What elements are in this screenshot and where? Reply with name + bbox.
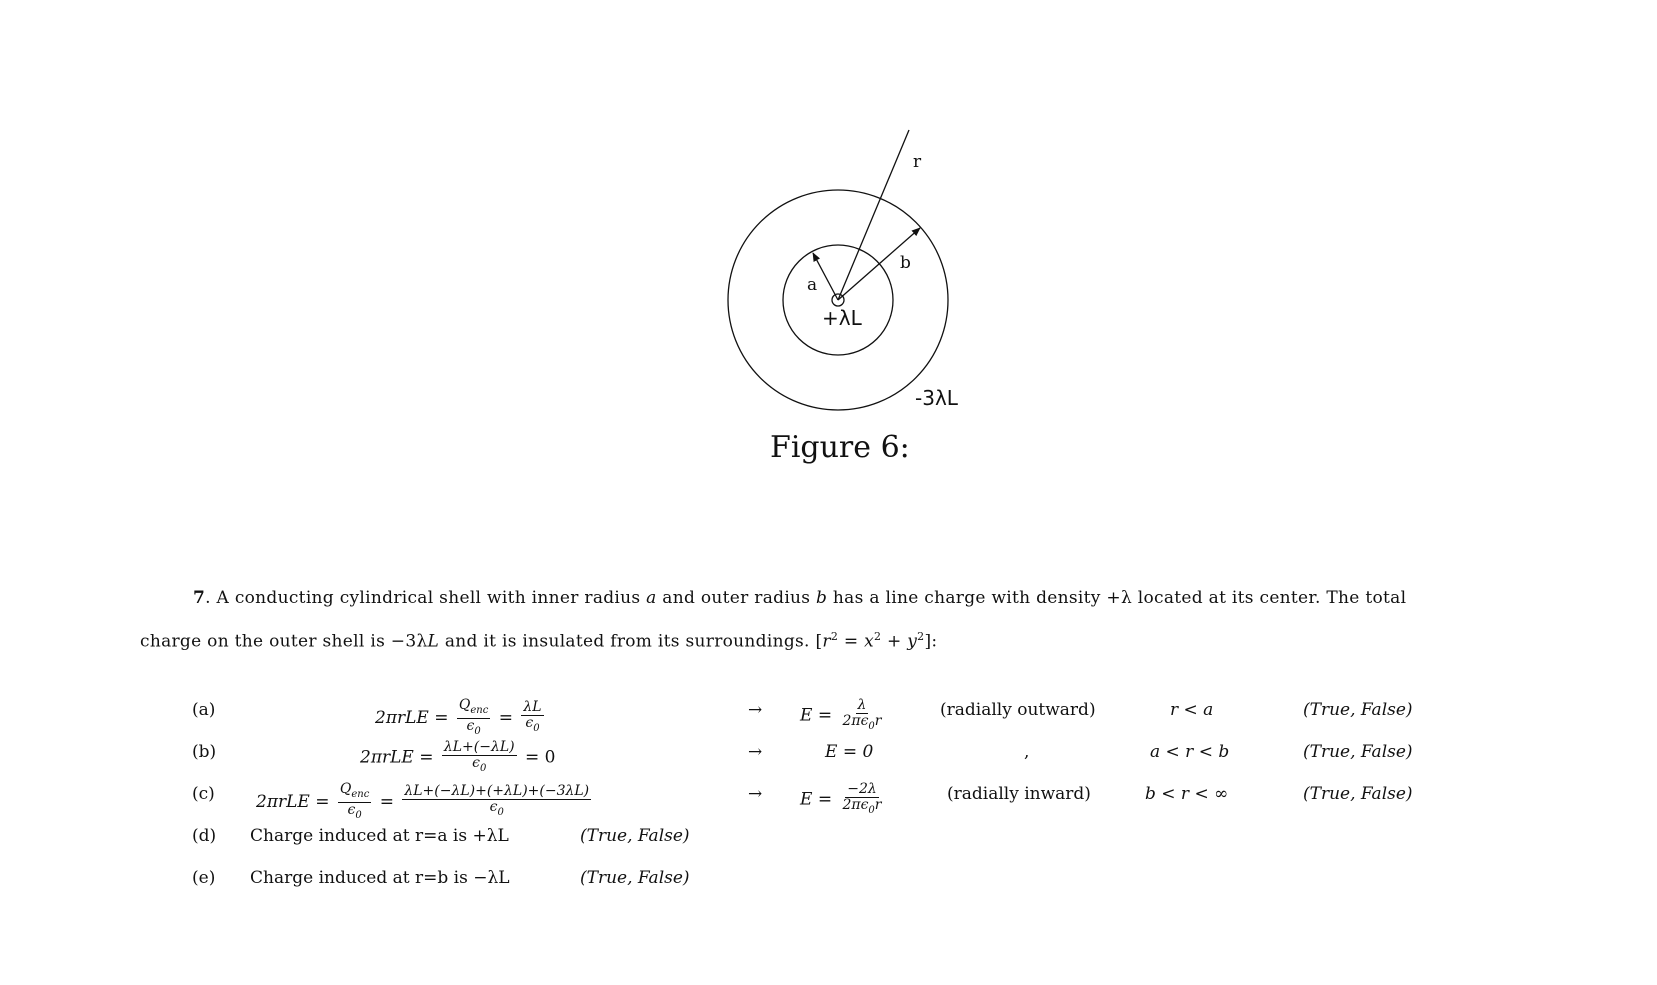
item-e [0, 868, 1657, 908]
label-b: b [900, 253, 911, 273]
fraction: $\frac{-2\lambda}{2\pi\epsilon_0r}$ [842, 781, 882, 816]
label-outer-charge: -3λL [915, 386, 958, 410]
item-label: (e) [192, 868, 216, 888]
item-label: (b) [192, 742, 217, 762]
item-label: (a) [192, 700, 216, 720]
region: b < r < ∞ [1145, 784, 1229, 804]
answer: (True, False) [1303, 742, 1413, 762]
fraction: $\frac{\lambda L}{\epsilon_0}$ [523, 699, 542, 735]
answer: (True, False) [1303, 784, 1413, 804]
direction: , [1024, 742, 1030, 762]
direction: (radially inward) [947, 784, 1091, 804]
arrow: → [748, 784, 763, 804]
problem-statement-line2: charge on the outer shell is −3λL and it is insulated from its surroundings. $[r^2 = x^2 + y^2]$: [140, 630, 938, 652]
item-label: (c) [192, 784, 215, 804]
result: E = 0 [825, 742, 874, 762]
answer: (True, False) [580, 868, 690, 888]
label-a: a [807, 275, 818, 295]
region: a < r < b [1150, 742, 1230, 762]
item-c: (c) 2πrLE = $\frac{Q_{enc}}{\epsilon_0}$ = $\frac{\lambda L+(-\lambda L)+(+\lambda L)+(-3\lambda L)}{\epsilon_0}$ → E = $\frac{-2\lambda}{2\pi\epsilon_0r}$ (radially inward) b < r < ∞ (True, False) [192, 781, 1413, 821]
statement: Charge induced at r=a is +λL [250, 826, 509, 846]
fraction: $\frac{\lambda}{2\pi\epsilon_0r}$ [842, 697, 882, 732]
fraction: $\frac{\lambda L+(-\lambda L)+(+\lambda L)+(-3\lambda L)}{\epsilon_0}$ [404, 783, 590, 819]
statement: Charge induced at r=b is −λL [250, 868, 510, 888]
problem-statement-line1: 7. A conducting cylindrical shell with inner radius a and outer radius b has a line charge with density +λ located at its center. The total [193, 588, 1407, 608]
arrow: → [748, 742, 763, 762]
label-r: r [913, 152, 922, 172]
direction: (radially outward) [940, 700, 1096, 720]
item-label: (d) [192, 826, 217, 846]
answer: (True, False) [1303, 700, 1413, 720]
cylindrical-shell-figure [700, 120, 1000, 420]
item-d [0, 826, 1657, 866]
answer: (True, False) [580, 826, 690, 846]
problem-number: 7 [193, 588, 206, 608]
arrow: → [748, 700, 763, 720]
radius-r-line [838, 130, 909, 300]
item-b: (b) 2πrLE = $\frac{\lambda L+(-\lambda L)}{\epsilon_0}$ = 0 → E = 0 , a < r < b (True, False) [192, 739, 1413, 774]
label-center-charge: +λL [822, 306, 862, 330]
fraction: $\frac{Q_{enc}}{\epsilon_0}$ [458, 697, 489, 737]
figure-caption: Figure 6: [770, 430, 910, 465]
item-a: (a) 2πrLE = $\frac{Q_{enc}}{\epsilon_0}$ = $\frac{\lambda L}{\epsilon_0}$ → E = $\frac{\lambda}{2\pi\epsilon_0r}$ (radially outward) r < a (True, False) [192, 697, 1413, 737]
region: r < a [1170, 700, 1214, 720]
fraction: $\frac{Q_{enc}}{\epsilon_0}$ [339, 781, 370, 821]
fraction: $\frac{\lambda L+(-\lambda L)}{\epsilon_0}$ [443, 739, 515, 774]
